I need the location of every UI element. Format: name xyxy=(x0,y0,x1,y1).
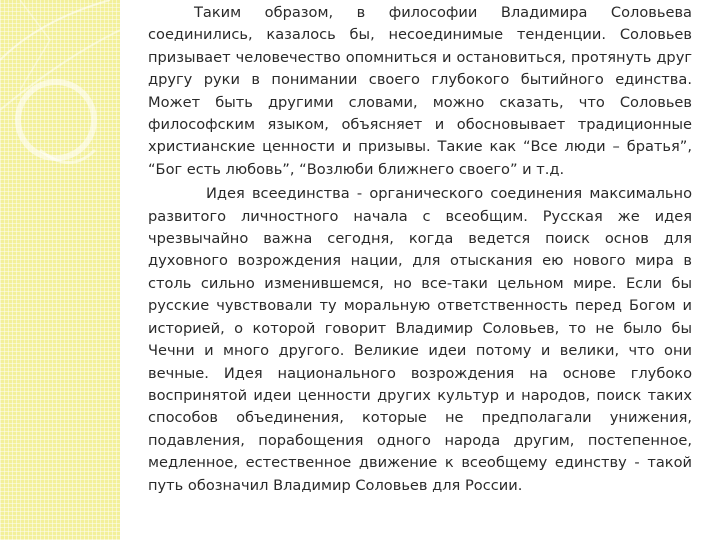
paragraph-1: Таким образом, в философии Владимира Соловьева соединились, казалось бы, несоединимые тенденции. Соловьев призывает человечество опомниться и остановиться, протянуть друг другу руки в понимании своего глубокого бытийного единства. Может быть другими словами, можно сказать, что Соловьев философским языком, объясняет и обосновывает традиционные христианские ценности и призывы. Такие как “Все люди – братья”, “Бог есть любовь”, “Возлюби ближнего своего” и т.д. xyxy=(148,4,692,178)
decorative-side-band xyxy=(0,0,120,540)
paragraph-2: Идея всеединства - органического соединения максимально развитого личностного начала с всеобщим. Русская же идея чрезвычайно важна сегодня, когда ведется поиск основ для духовного возрождения нации, для отыскания ею нового мира в столь сильно изменившемся, но все-таки цельном мире. Если бы русские чувствовали ту моральную ответственность перед Богом и историей, о которой говорит Владимир Соловьев, то не было бы Чечни и много другого. Великие идеи потому и велики, что они вечные. Идея национального возрождения на основе глубоко воспринятой идеи ценности других культур и народов, поиск таких способов объединения, которые не предполагали унижения, подавления, порабощения одного народа другим, постепенное, медленное, естественное движение к всеобщему единству - такой путь обозначил Владимир Соловьев для России. xyxy=(148,185,692,494)
slide-body-text xyxy=(148,2,692,497)
decorative-swirl-icon xyxy=(0,0,120,540)
